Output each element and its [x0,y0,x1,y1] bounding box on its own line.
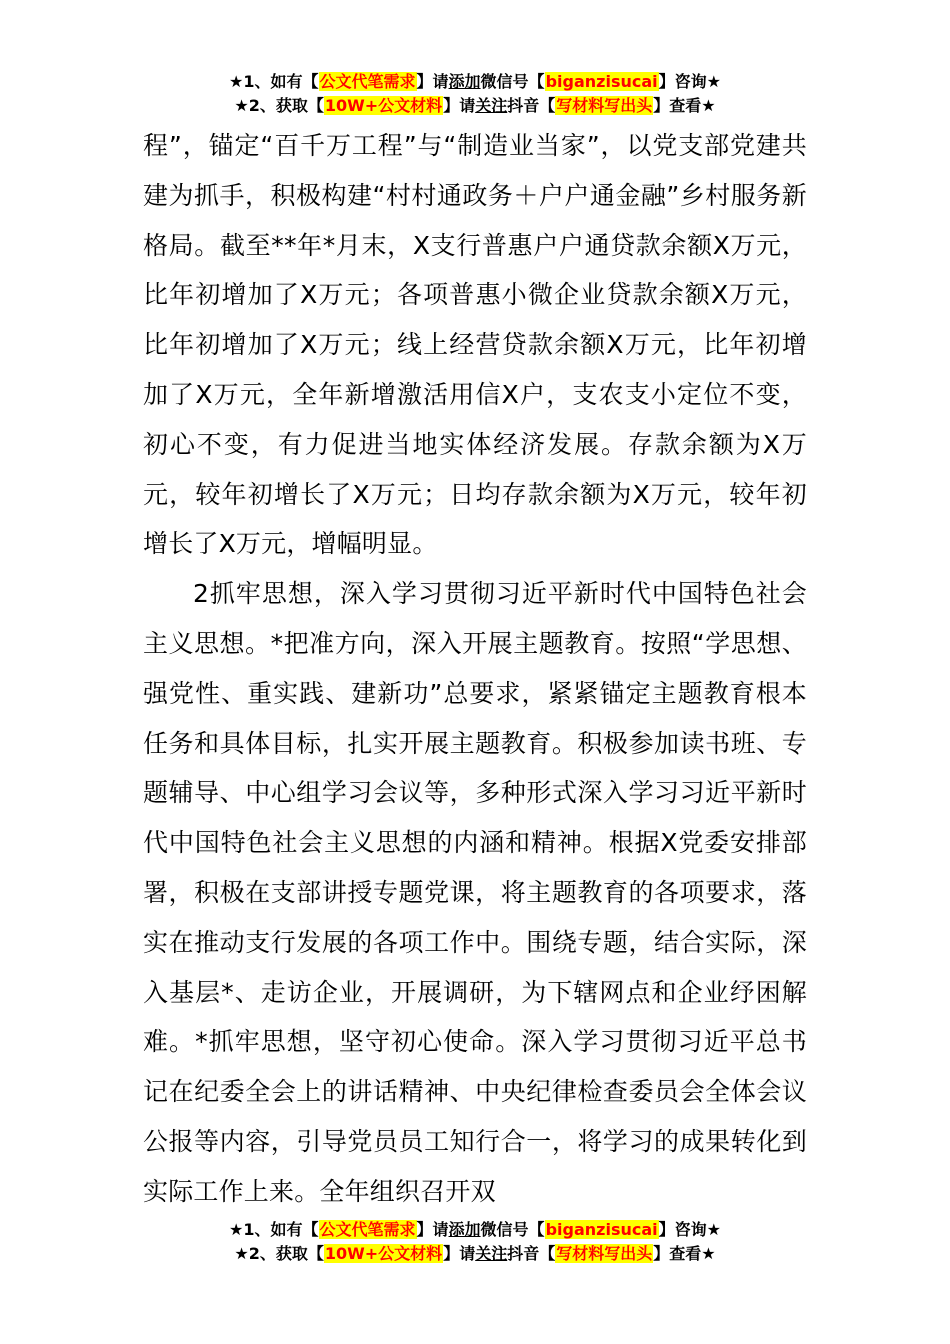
footer-banner-line-1 [0,1218,950,1242]
banner-highlight-wechat-id: biganzisucai [545,72,658,91]
banner-line1-middle2: 微信号【 [480,72,545,91]
footer-highlight-materials: 10W+公文材料 [324,1244,443,1263]
banner-line2-underlined: 关注 [475,96,508,115]
footer-line2-underlined: 关注 [475,1244,508,1263]
footer-line1-underlined: 添加 [448,1220,481,1239]
banner-line-2 [0,94,950,118]
footer-line2-middle2: 抖音【 [507,1244,556,1263]
footer-line1-middle2: 微信号【 [480,1220,545,1239]
footer-line1-suffix: 】咨询★ [658,1220,721,1239]
footer-line2-suffix: 】查看★ [653,1244,716,1263]
document-body [143,121,807,1217]
banner-highlight-materials: 10W+公文材料 [324,96,443,115]
banner-line1-underlined: 添加 [448,72,481,91]
paragraph-1: 程”，锚定“百千万工程”与“制造业当家”，以党支部党建共建为抓手，积极构建“村村通政务＋户户通金融”乡村服务新格局。截至**年*月末，X支行普惠户户通贷款余额X万元，比年初增加了X万元；各项普惠小微企业贷款余额X万元，比年初增加了X万元；线上经营贷款余额X万元，比年初增加了X万元，全年新增激活用信X户，支农支小定位不变，初心不变，有力促进当地实体经济发展。存款余额为X万元，较年初增长了X万元；日均存款余额为X万元，较年初增长了X万元，增幅明显。 [143,131,807,559]
banner-highlight-ghostwriting: 公文代笔需求 [319,72,416,91]
paragraph-2: 2抓牢思想，深入学习贯彻习近平新时代中国特色社会主义思想。*把准方向，深入开展主题教育。按照“学思想、强党性、重实践、建新功”总要求，紧紧锚定主题教育根本任务和具体目标，扎实开展主题教育。积极参加读书班、专题辅导、中心组学习会议等，多种形式深入学习习近平新时代中国特色社会主义思想的内涵和精神。根据X党委安排部署，积极在支部讲授专题党课，将主题教育的各项要求，落实在推动支行发展的各项工作中。围绕专题，结合实际，深入基层*、走访企业，开展调研，为下辖网点和企业纾困解难。*抓牢思想，坚守初心使命。深入学习贯彻习近平总书记在纪委全会上的讲话精神、中央纪律检查委员会全体会议公报等内容，引导党员员工知行合一，将学习的成果转化到实际工作上来。全年组织召开双 [143,579,807,1206]
banner-line1-prefix: ★1、如有【 [229,72,319,91]
banner-line1-middle1: 】请 [416,72,449,91]
footer-line1-middle1: 】请 [416,1220,449,1239]
footer-line1-prefix: ★1、如有【 [229,1220,319,1239]
banner-line-1 [0,70,950,94]
footer-highlight-wechat-id: biganzisucai [545,1220,658,1239]
footer-banner [0,1218,950,1266]
footer-highlight-ghostwriting: 公文代笔需求 [319,1220,416,1239]
footer-highlight-douyin-account: 写材料写出头 [556,1244,653,1263]
banner-line1-suffix: 】咨询★ [658,72,721,91]
banner-line2-prefix: ★2、获取【 [234,96,324,115]
banner-line2-middle2: 抖音【 [507,96,556,115]
footer-banner-line-2 [0,1242,950,1266]
banner-line2-middle1: 】请 [443,96,476,115]
footer-line2-prefix: ★2、获取【 [234,1244,324,1263]
footer-line2-middle1: 】请 [443,1244,476,1263]
header-banner [0,70,950,118]
banner-highlight-douyin-account: 写材料写出头 [556,96,653,115]
banner-line2-suffix: 】查看★ [653,96,716,115]
